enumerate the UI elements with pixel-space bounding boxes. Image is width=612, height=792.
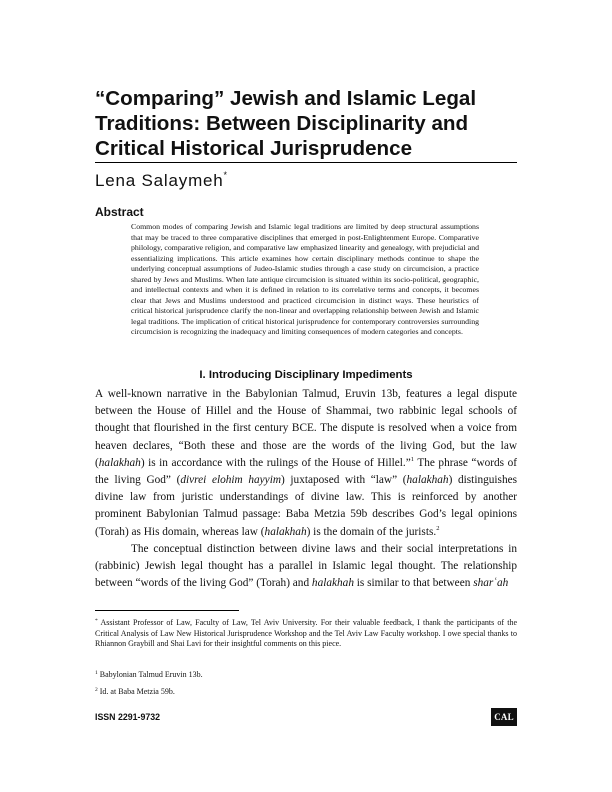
footnote: * Assistant Professor of Law, Faculty of Law, Tel Aviv University. For their valuable feedback, I thank the participants of the Critical Analysis of Law New Historical Jurisprudence Workshop and the Tel Aviv Law Faculty workshop. I owe special thanks to Rhiannon Graybill and Shai Lavi for their insightful comments on this piece.: [95, 618, 518, 649]
journal-logo-icon: CAL: [491, 708, 517, 726]
footnote-marker: *: [95, 618, 98, 624]
footnote: $^1$ Babylonian Talmud Eruvin 13b.: [95, 670, 203, 679]
paragraph: The conceptual distinction between divine laws and their social interpretations in (rabbinic) Jewish legal thought has a parallel in Islamic legal thought. The relationship between “words of the living God” (Torah) and halakhah is similar to that between sharʿah: [95, 542, 517, 590]
paragraph: A well-known narrative in the Babylonian Talmud, Eruvin 13b, features a legal dispute between the House of Hillel and the House of Shammai, two rabbinic legal schools of thought that flourished in the first century BCE. The dispute is resolved when a voice from heaven declares, “Both these and those are the words of the living God, but the law (halakhah) is in accordance with the rulings of the House of Hillel.”$^1$ The phrase “words of the living God” (divrei elohim hayyim) juxtaposed with “law” (halakhah) distinguishes divine law from juristic understandings of divine law. This is reinforced by another prominent Babylonian Talmud passage: Baba Metzia 59b describes God’s legal opinions (Torah) as His domain, whereas law (halakhah) is the domain of the jurists.$^2$: [95, 388, 517, 538]
article-title-line: “Comparing” Jewish and Islamic Legal: [95, 87, 477, 110]
author-name: [95, 170, 227, 191]
term-italic: halakhah: [264, 525, 307, 538]
footnote: $^2$ Id. at Baba Metzia 59b.: [95, 687, 175, 696]
abstract-heading: Abstract: [95, 205, 144, 219]
section-heading: I. Introducing Disciplinary Impediments: [199, 369, 413, 381]
footnote-marker: 2: [95, 687, 98, 693]
abstract-text: Common modes of comparing Jewish and Islamic legal traditions are limited by deep structural assumptions that may be traced to three comparative disciplines that emerged in post-Enlightenment Europe. Comparative philology, comparative religion, and comparative law emphasized linearity and genealogy, with prejudicial and essentializing implications. This article examines how certain disciplinary methods continue to shape the underlying conceptual assumptions of Judeo-Islamic studies through a case study on circumcision, a practice shared by Jews and Muslims. When late antique circumcision is situated within its socio-political, geographic, and intellectual contexts and when it is defined in relation to its correlative terms and concepts, it becomes clear that Jews and Muslims understood and practiced circumcision in distinct ways. These heuristics of critical historical jurisprudence clarify the non-linear and overlapping relationship between Jewish and Islamic legal traditions. The implication of critical historical jurisprudence for contemporary controversies surrounding circumcision is recognizing the inadequacy and limiting consequences of modern categories and concepts.: [131, 222, 479, 336]
term-italic: sharʿah: [473, 577, 509, 590]
author-name-text: Lena Salaymeh: [95, 171, 224, 190]
term-italic: divrei elohim hayyim: [180, 474, 281, 487]
issn: ISSN 2291-9732: [95, 712, 161, 722]
footnote-marker: 1: [95, 670, 98, 676]
term-italic: halakhah: [311, 577, 354, 590]
article-title-line: Critical Historical Jurisprudence: [95, 137, 413, 160]
term-italic: halakhah: [98, 456, 141, 469]
term-italic: halakhah: [406, 474, 449, 487]
article-title-line: Traditions: Between Disciplinarity and: [95, 112, 469, 135]
article-title: [95, 86, 525, 161]
footnote-ref[interactable]: 1: [410, 455, 415, 463]
title-divider: [95, 162, 517, 163]
body-text: [95, 386, 517, 592]
author-footnote-marker: *: [223, 170, 228, 180]
footnote-ref[interactable]: 2: [436, 524, 440, 532]
footnote-divider: [95, 610, 239, 611]
